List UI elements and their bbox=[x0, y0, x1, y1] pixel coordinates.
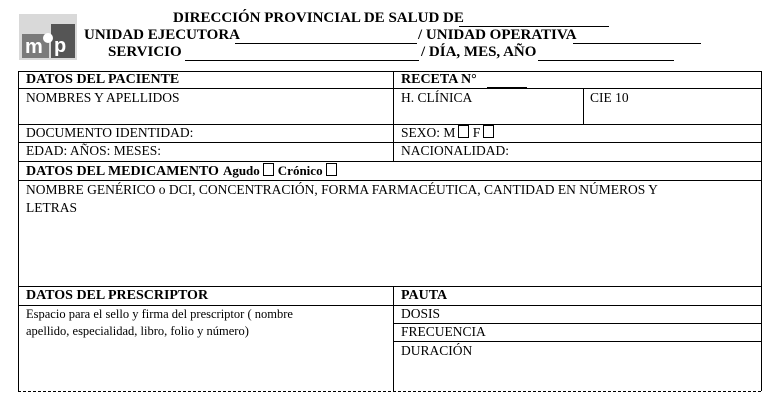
header-title: DIRECCIÓN PROVINCIAL DE SALUD DE bbox=[173, 10, 464, 26]
msp-logo bbox=[19, 14, 77, 60]
dia-mes-anio-blank[interactable] bbox=[538, 60, 674, 61]
row-line bbox=[18, 88, 761, 89]
table-right-border bbox=[761, 71, 762, 391]
medicamento-heading-row bbox=[26, 162, 337, 180]
prescriptor-espacio-line1: Espacio para el sello y firma del prescriptor ( nombre bbox=[26, 307, 293, 321]
svg-text:p: p bbox=[54, 35, 67, 57]
row-line bbox=[393, 341, 761, 342]
edad-field[interactable]: EDAD: AÑOS: MESES: bbox=[26, 143, 162, 158]
sexo-field[interactable] bbox=[401, 125, 494, 141]
table-left-border bbox=[18, 71, 19, 391]
prescriptor-divider bbox=[393, 286, 394, 391]
table-bottom-dashed bbox=[18, 391, 761, 392]
sexo-f-checkbox[interactable] bbox=[483, 125, 494, 138]
unidad-ejecutora-blank[interactable] bbox=[235, 43, 417, 44]
datos-prescriptor-heading: DATOS DEL PRESCRIPTOR bbox=[26, 288, 209, 303]
cronico-checkbox[interactable] bbox=[326, 163, 337, 176]
cie10-field[interactable]: CIE 10 bbox=[590, 90, 629, 105]
unidad-operativa-label: / UNIDAD OPERATIVA bbox=[418, 27, 577, 43]
svg-text:m: m bbox=[25, 36, 43, 58]
agudo-label: Agudo bbox=[222, 163, 260, 178]
documento-field[interactable]: DOCUMENTO IDENTIDAD: bbox=[26, 125, 194, 140]
row-line bbox=[18, 286, 761, 287]
unidad-operativa-blank[interactable] bbox=[573, 43, 701, 44]
nacionalidad-field[interactable]: NACIONALIDAD: bbox=[401, 143, 509, 158]
historia-clinica-field[interactable]: H. CLÍNICA bbox=[401, 90, 473, 105]
medicamento-desc-line1: NOMBRE GENÉRICO o DCI, CONCENTRACIÓN, FORMA FARMACÉUTICA, CANTIDAD EN NÚMEROS Y bbox=[26, 182, 658, 197]
servicio-label: SERVICIO bbox=[108, 44, 182, 60]
prescriptor-espacio-line2: apellido, especialidad, libro, folio y número) bbox=[26, 324, 249, 338]
sexo-m-checkbox[interactable] bbox=[458, 125, 469, 138]
frecuencia-field[interactable]: FRECUENCIA bbox=[401, 324, 486, 339]
datos-medicamento-heading: DATOS DEL MEDICAMENTO bbox=[26, 164, 219, 179]
row-line bbox=[18, 180, 761, 181]
receta-label: RECETA N° bbox=[401, 72, 477, 87]
nombres-field[interactable]: NOMBRES Y APELLIDOS bbox=[26, 90, 180, 105]
duracion-field[interactable]: DURACIÓN bbox=[401, 343, 473, 358]
unidad-ejecutora-label: UNIDAD EJECUTORA bbox=[84, 27, 240, 43]
pauta-heading: PAUTA bbox=[401, 288, 448, 303]
cronico-label: Crónico bbox=[277, 163, 323, 178]
dia-mes-anio-label: / DÍA, MES, AÑO bbox=[421, 44, 537, 60]
sexo-f-label: F bbox=[472, 125, 481, 140]
sexo-label: SEXO: M bbox=[401, 125, 456, 140]
dosis-field[interactable]: DOSIS bbox=[401, 306, 441, 321]
datos-paciente-heading: DATOS DEL PACIENTE bbox=[26, 72, 180, 87]
row-line bbox=[18, 305, 761, 306]
medicamento-desc-line2: LETRAS bbox=[26, 200, 78, 215]
cie-divider bbox=[583, 88, 584, 124]
paciente-divider bbox=[393, 71, 394, 161]
agudo-checkbox[interactable] bbox=[263, 163, 274, 176]
servicio-blank[interactable] bbox=[185, 60, 419, 61]
